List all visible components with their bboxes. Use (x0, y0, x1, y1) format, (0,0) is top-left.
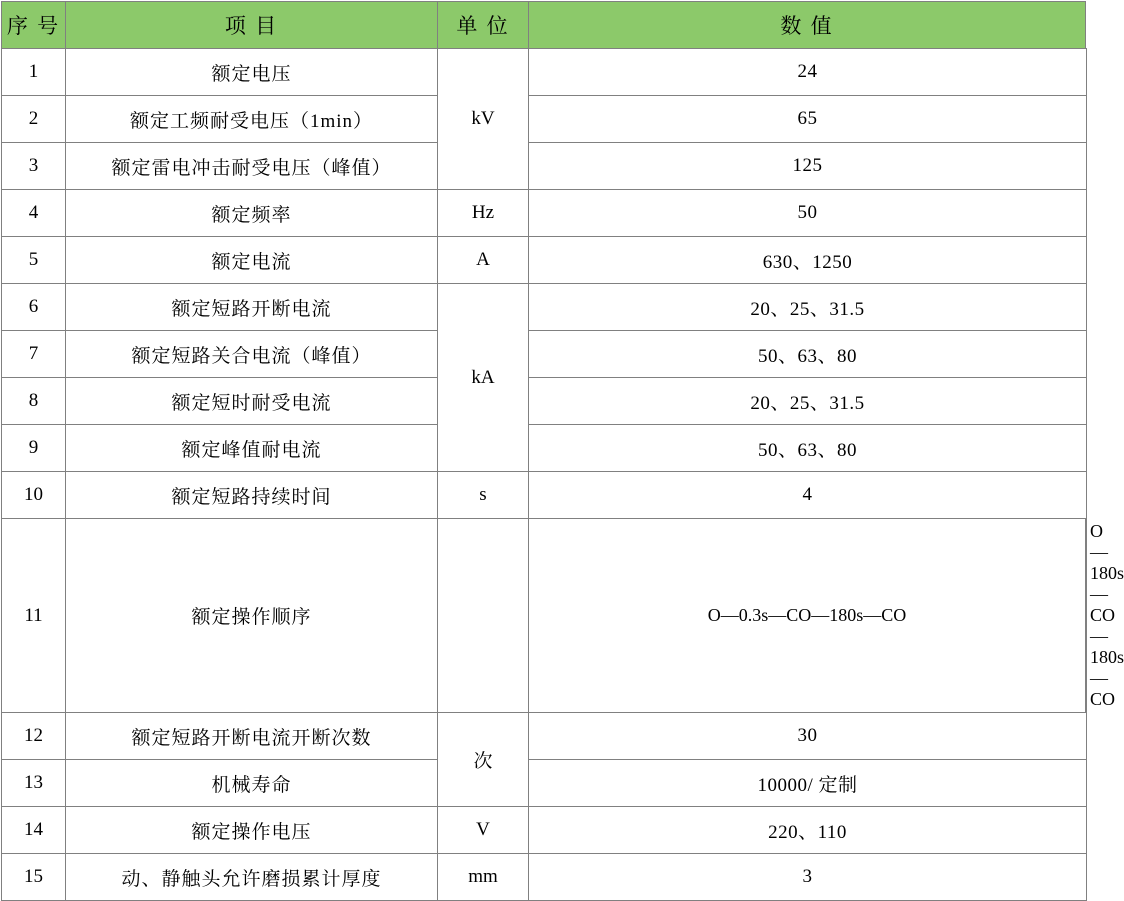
table-row (2, 519, 1087, 713)
table-header-row (2, 2, 1087, 49)
row-number: 1 (2, 49, 66, 96)
table-row (2, 760, 1087, 807)
row-value: 10000/ 定制 (529, 760, 1087, 807)
row-item: 额定短路持续时间 (66, 472, 438, 519)
row-number: 6 (2, 284, 66, 331)
table-row (2, 378, 1087, 425)
row-number: 12 (2, 713, 66, 760)
row-value: 50、63、80 (529, 425, 1087, 472)
row-item: 额定峰值耐电流 (66, 425, 438, 472)
row-value: 50 (529, 190, 1087, 237)
row-value: 125 (529, 143, 1087, 190)
row-number: 14 (2, 807, 66, 854)
row-item: 额定短路开断电流开断次数 (66, 713, 438, 760)
row-value: 4 (529, 472, 1087, 519)
row-number: 3 (2, 143, 66, 190)
row-item: 机械寿命 (66, 760, 438, 807)
header-unit: 单 位 (438, 2, 529, 49)
table-row (2, 49, 1087, 96)
row-value: 30 (529, 713, 1087, 760)
row-number: 13 (2, 760, 66, 807)
row-unit: kV (438, 49, 529, 190)
table-body (2, 49, 1124, 901)
table-row (2, 854, 1087, 901)
row-value: 50、63、80 (529, 331, 1087, 378)
table-row (2, 143, 1087, 190)
table-row (2, 96, 1087, 143)
row-item: 额定操作顺序 (66, 519, 438, 713)
row-unit: mm (438, 854, 529, 901)
row-item: 额定短时耐受电流 (66, 378, 438, 425)
row-number: 15 (2, 854, 66, 901)
row-item: 额定短路开断电流 (66, 284, 438, 331)
row-item: 额定电压 (66, 49, 438, 96)
table-row (2, 713, 1087, 760)
row-unit: kA (438, 284, 529, 472)
row-item: 额定电流 (66, 237, 438, 284)
row-value: 20、25、31.5 (529, 284, 1087, 331)
row-item: 动、静触头允许磨损累计厚度 (66, 854, 438, 901)
row-number: 11 (2, 519, 66, 713)
row-unit: s (438, 472, 529, 519)
row-number: 7 (2, 331, 66, 378)
row-unit: 次 (438, 713, 529, 807)
row-number: 8 (2, 378, 66, 425)
row-unit: Hz (438, 190, 529, 237)
row-number: 9 (2, 425, 66, 472)
row-value-left: O—0.3s—CO—180s—CO (529, 519, 1086, 713)
row-number: 4 (2, 190, 66, 237)
table-row (2, 190, 1087, 237)
row-item: 额定频率 (66, 190, 438, 237)
row-item: 额定短路关合电流（峰值） (66, 331, 438, 378)
table-row (2, 237, 1087, 284)
table-row (2, 807, 1087, 854)
row-value-right: O—180s—CO—180s—CO (1086, 519, 1087, 713)
row-unit: A (438, 237, 529, 284)
row-value: 20、25、31.5 (529, 378, 1087, 425)
header-no: 序 号 (2, 2, 66, 49)
row-item: 额定工频耐受电压（1min） (66, 96, 438, 143)
row-number: 2 (2, 96, 66, 143)
row-value: 65 (529, 96, 1087, 143)
header-value: 数 值 (529, 2, 1086, 49)
row-unit (438, 519, 529, 713)
table-row (2, 331, 1087, 378)
row-value: 3 (529, 854, 1087, 901)
table-row (2, 284, 1087, 331)
row-value: 220、110 (529, 807, 1087, 854)
table-row (2, 472, 1087, 519)
row-item: 额定操作电压 (66, 807, 438, 854)
specification-table (1, 1, 1124, 901)
row-value: 24 (529, 49, 1087, 96)
table-row (2, 425, 1087, 472)
header-item: 项 目 (66, 2, 438, 49)
row-item: 额定雷电冲击耐受电压（峰值） (66, 143, 438, 190)
row-value: 630、1250 (529, 237, 1087, 284)
row-number: 5 (2, 237, 66, 284)
row-number: 10 (2, 472, 66, 519)
row-unit: V (438, 807, 529, 854)
